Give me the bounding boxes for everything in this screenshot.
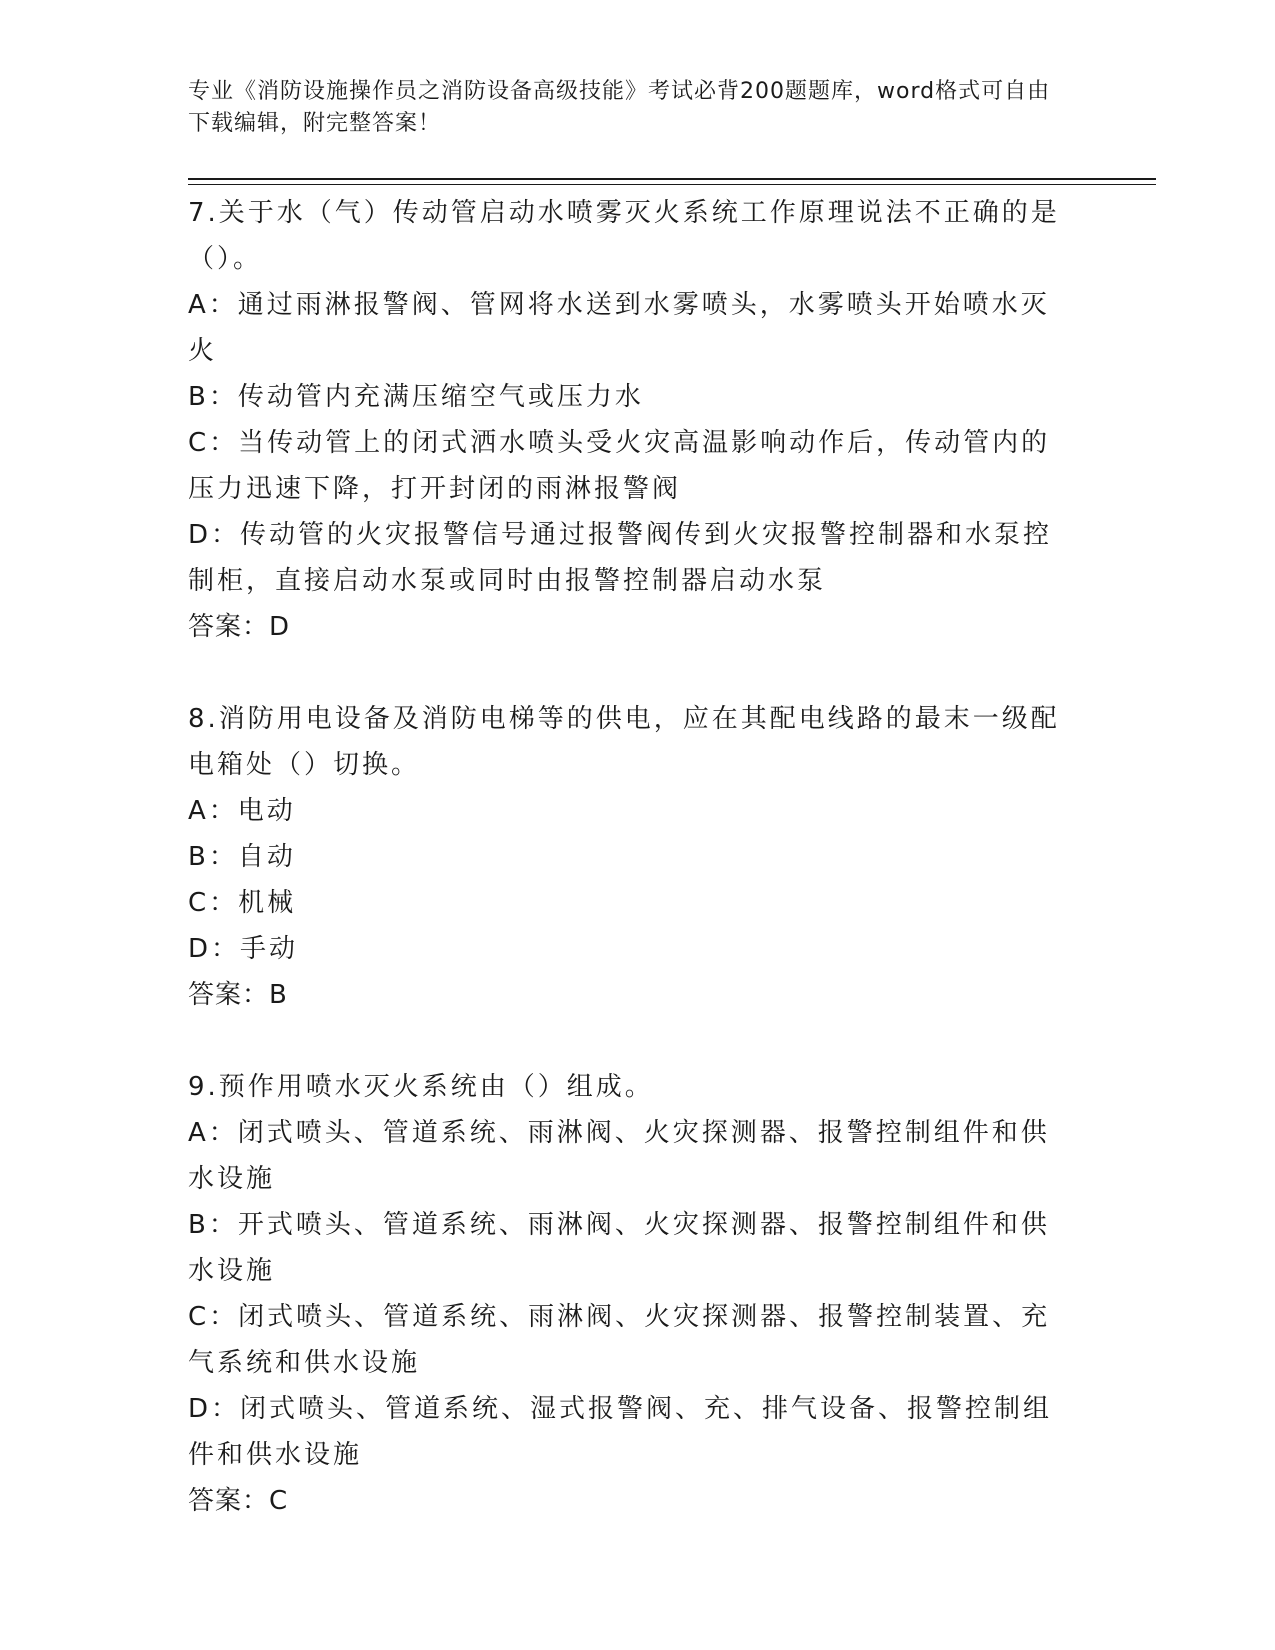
option-a: A：电动 (188, 796, 296, 826)
option-a: A：闭式喷头、管道系统、雨淋阀、火灾探测器、报警控制组件和供水设施 (188, 1118, 1050, 1194)
option-c: C：闭式喷头、管道系统、雨淋阀、火灾探测器、报警控制装置、充气系统和供水设施 (188, 1302, 1051, 1378)
question-8 (188, 696, 1068, 1018)
option-b: B：开式喷头、管道系统、雨淋阀、火灾探测器、报警控制组件和供水设施 (188, 1210, 1050, 1286)
question-list (188, 190, 1068, 1524)
document-header: 专业《消防设施操作员之消防设备高级技能》考试必背200题题库，word格式可自由下载编辑，附完整答案！ (188, 79, 1051, 136)
option-d: D：闭式喷头、管道系统、湿式报警阀、充、排气设备、报警控制组件和供水设施 (188, 1394, 1053, 1470)
option-d: D：传动管的火灾报警信号通过报警阀传到火灾报警控制器和水泵控制柜，直接启动水泵或同时由报警控制器启动水泵 (188, 520, 1053, 596)
question-stem: 8.消防用电设备及消防电梯等的供电，应在其配电线路的最末一级配电箱处（）切换。 (188, 704, 1060, 780)
option-b: B：传动管内充满压缩空气或压力水 (188, 382, 644, 412)
option-b: B：自动 (188, 842, 296, 872)
option-c: C：当传动管上的闭式洒水喷头受火灾高温影响动作后，传动管内的压力迅速下降，打开封闭的雨淋报警阀 (188, 428, 1051, 504)
answer-label: 答案： (188, 1486, 270, 1516)
answer-line (188, 1478, 1068, 1524)
option-a: A：通过雨淋报警阀、管网将水送到水雾喷头，水雾喷头开始喷水灭火 (188, 290, 1050, 366)
answer-line (188, 972, 1068, 1018)
answer-label: 答案： (188, 612, 270, 642)
answer-value: C (269, 1486, 289, 1516)
answer-label: 答案： (188, 980, 270, 1010)
answer-line (188, 604, 1068, 650)
header-rule-thin (188, 184, 1156, 185)
answer-value: B (269, 980, 288, 1010)
question-stem: 7.关于水（气）传动管启动水喷雾灭火系统工作原理说法不正确的是（）。 (188, 198, 1060, 274)
answer-value: D (269, 612, 291, 642)
question-stem: 9.预作用喷水灭火系统由（）组成。 (188, 1072, 654, 1102)
question-9 (188, 1064, 1068, 1524)
option-d: D：手动 (188, 934, 299, 964)
option-c: C：机械 (188, 888, 297, 918)
header-rule-thick (188, 178, 1156, 180)
question-7 (188, 190, 1068, 650)
